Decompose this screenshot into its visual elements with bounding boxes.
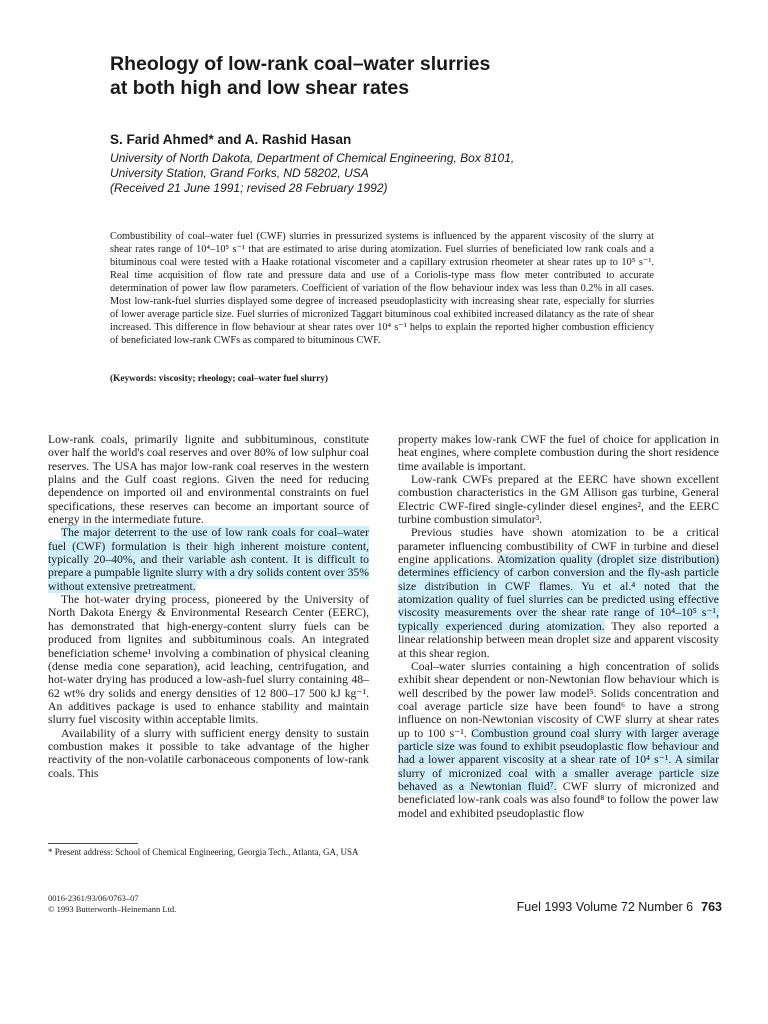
paragraph: Low-rank CWFs prepared at the EERC have shown excellent combustion characteristics in the GM Allison gas turbine, General Electric CWF-fired single-cylinder diesel engines², and the EERC turbine combustion simulator³. bbox=[398, 473, 719, 527]
text-span: Coal–water slurries containing a high concentration of solids exhibit shear dependent or non-Newtonian flow behaviour which is well described by the power law model⁵. Solids concentration and coal average particle size have been found⁶ to have a strong influence on non-Newtonian viscosity of CWF slurry at shear rates up to 100 s⁻¹. bbox=[398, 659, 719, 740]
keywords: (Keywords: viscosity; rheology; coal–water fuel slurry) bbox=[110, 374, 329, 384]
footnote-rule bbox=[48, 843, 138, 844]
right-column bbox=[398, 433, 719, 820]
authors: S. Farid Ahmed* and A. Rashid Hasan bbox=[110, 132, 352, 147]
paragraph: Availability of a slurry with sufficient energy density to sustain combustion makes it possible to take advantage of the higher reactivity of the non-volatile carbonaceous components of low-rank coals. This bbox=[48, 726, 369, 780]
affiliation bbox=[110, 151, 710, 196]
highlight: Atomization quality (droplet size distribution) determines efficiency of carbon conversion and the fly-ash particle size distribution in CWF flames. Yu et al.⁴ noted that the atomization quality of fuel slurries can be predicted using effective viscosity measurements over the shear rate range of 10⁴–10⁵ s⁻¹, typically experienced during atomization. bbox=[398, 553, 720, 633]
paragraph bbox=[398, 660, 719, 820]
journal-reference bbox=[517, 900, 722, 914]
title-line-2: at both high and low shear rates bbox=[110, 77, 410, 99]
received-dates: (Received 21 June 1991; revised 28 February 1992) bbox=[110, 181, 388, 195]
copyright bbox=[48, 893, 368, 915]
paragraph: Low-rank coals, primarily lignite and subbituminous, constitute over half the world's coal reserves and over 80% of low sulphur coal reserves. The USA has major low-rank coal reserves in the western plains and the Gulf coast regions. Given the need for reducing dependence on imported oil and environmental constraints on fuel specifications, these reserves can become an important source of energy in the intermediate future. bbox=[48, 433, 369, 527]
footnote: * Present address: School of Chemical Engineering, Georgia Tech., Atlanta, GA, USA bbox=[48, 847, 359, 857]
text-span: CWF slurry of micronized and beneficiated low-rank coals was also found⁸ to follow the power law model and exhibited pseudoplastic flow bbox=[398, 779, 720, 820]
highlight: The major deterrent to the use of low rank coals for coal–water fuel (CWF) formulation is their high inherent moisture content, typically 20–40%, and their variable ash content. It is difficult to prepare a pumpable lignite slurry with a dry solids content over 35% without extensive pretreatment. bbox=[48, 526, 369, 593]
title-line-1: Rheology of low-rank coal–water slurries bbox=[110, 53, 491, 75]
left-column bbox=[48, 433, 369, 780]
abstract: Combustibility of coal–water fuel (CWF) slurries in pressurized systems is influenced by the apparent viscosity of the slurry at shear rates range of 10⁴–10⁵ s⁻¹ that are estimated to arise during atomization. Fuel slurries of beneficiated low rank coals and a bituminous coal were tested with a Haake rotational viscometer and a capillary extrusion rheometer at shear rates up to 10⁵ s⁻¹. Real time acquisition of flow rate and pressure data and use of a Coriolis-type mass flow meter contributed to accurate determination of power law flow parameters. Coefficient of variation of the flow behaviour index was less than 0.2% in all cases. Most low-rank-fuel slurries displayed some degree of increased pseudoplasticity with increasing shear rate, especially for slurries of lower average particle size. Fuel slurries of micronized Taggart bituminous coal exhibited increased dilatancy as the rate of shear increased. This difference in flow behaviour at shear rates over 10⁴ s⁻¹ helps to explain the reported higher combustion efficiency of beneficiated low-rank CWFs as compared to bituminous CWF. bbox=[110, 231, 654, 347]
article-title bbox=[110, 52, 670, 100]
affiliation-line-2: University Station, Grand Forks, ND 58202, USA bbox=[110, 166, 369, 180]
text-span: They also reported a linear relationship between mean droplet size and apparent viscosity at this shear region. bbox=[398, 619, 719, 660]
paragraph-highlighted bbox=[48, 526, 369, 593]
issn: 0016-2361/93/06/0763–07 bbox=[48, 893, 139, 903]
highlight: Combustion ground coal slurry with larger average particle size was found to exhibit pseudoplastic flow behaviour and had a lower apparent viscosity at a shear rate of 10⁴ s⁻¹. A similar slurry of micronized coal with a smaller average particle size behaved as a Newtonian fluid⁷. bbox=[398, 726, 720, 793]
journal-citation: Fuel 1993 Volume 72 Number 6 bbox=[516, 900, 694, 914]
page-number: 763 bbox=[701, 900, 722, 914]
paragraph: The hot-water drying process, pioneered by the University of North Dakota Energy & Environmental Research Center (EERC), has demonstrated that high-energy-content slurry fuels can be produced from lignites and subbituminous coals. An integrated beneficiation scheme¹ involving a combination of physical cleaning (dense media cone separation), acid leaching, centrifugation, and hot-water drying has produced a low-ash-fuel slurry containing 48–62 wt% dry solids and energy densities of 12 800–17 500 kJ kg⁻¹. An additives package is used to enhance stability and maintain slurry fuel viscosity within acceptable limits. bbox=[48, 593, 369, 727]
affiliation-line-1: University of North Dakota, Department of Chemical Engineering, Box 8101, bbox=[110, 151, 515, 165]
paragraph: property makes low-rank CWF the fuel of choice for application in heat engines, where complete combustion during the short residence time available is important. bbox=[398, 433, 719, 473]
paragraph bbox=[398, 526, 719, 659]
publisher: © 1993 Butterworth–Heinemann Ltd. bbox=[48, 904, 177, 914]
text-span: Previous studies have shown atomization to be a critical parameter influencing combustibility of CWF in turbine and diesel engine applications. bbox=[398, 526, 719, 567]
